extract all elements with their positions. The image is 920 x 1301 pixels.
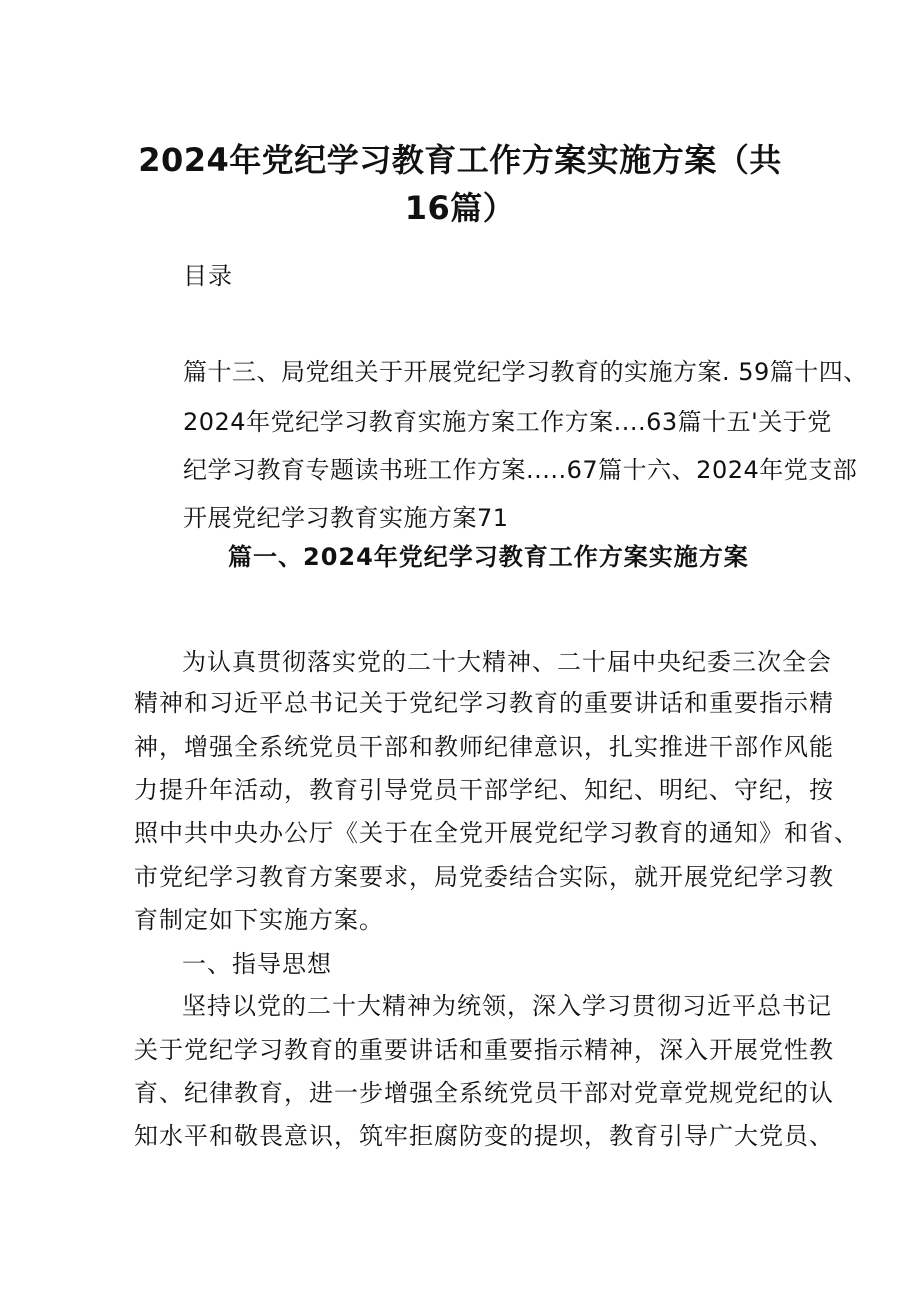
toc-line: 2024年党纪学习教育实施方案工作方案....63篇十五'关于党 <box>183 408 832 436</box>
toc-line: 开展党纪学习教育实施方案71 <box>183 504 509 532</box>
paragraph-line: 关于党纪学习教育的重要讲话和重要指示精神，深入开展党性教 <box>134 1036 834 1064</box>
toc-line: 纪学习教育专题读书班工作方案.....67篇十六、2024年党支部 <box>183 456 858 484</box>
paragraph-line: 育、纪律教育，进一步增强全系统党员干部对党章党规党纪的认 <box>134 1079 834 1107</box>
paragraph-line: 神，增强全系统党员干部和教师纪律意识，扎实推进干部作风能 <box>134 733 834 761</box>
paragraph-line: 力提升年活动，教育引导党员干部学纪、知纪、明纪、守纪，按 <box>134 776 834 804</box>
paragraph-line: 市党纪学习教育方案要求，局党委结合实际，就开展党纪学习教 <box>134 863 834 891</box>
paragraph-line: 知水平和敬畏意识，筑牢拒腐防变的提坝，教育引导广大党员、 <box>134 1122 834 1150</box>
paragraph-line: 育制定如下实施方案。 <box>134 906 384 934</box>
toc-line: 篇十三、局党组关于开展党纪学习教育的实施方案. 59篇十四、 <box>183 358 868 386</box>
sub-heading: 一、指导思想 <box>182 950 332 978</box>
paragraph-line: 照中共中央办公厅《关于在全党开展党纪学习教育的通知》和省、 <box>134 819 859 847</box>
document-title-line-2: 16篇） <box>404 189 516 227</box>
toc-heading: 目录 <box>183 262 233 290</box>
document-title-line-1: 2024年党纪学习教育工作方案实施方案（共 <box>138 141 782 179</box>
section-heading: 篇一、2024年党纪学习教育工作方案实施方案 <box>228 543 749 571</box>
paragraph-line: 精神和习近平总书记关于党纪学习教育的重要讲话和重要指示精 <box>134 689 834 717</box>
paragraph-line: 坚持以党的二十大精神为统领，深入学习贯彻习近平总书记 <box>182 992 832 1020</box>
paragraph-line: 为认真贯彻落实党的二十大精神、二十届中央纪委三次全会 <box>182 648 832 676</box>
